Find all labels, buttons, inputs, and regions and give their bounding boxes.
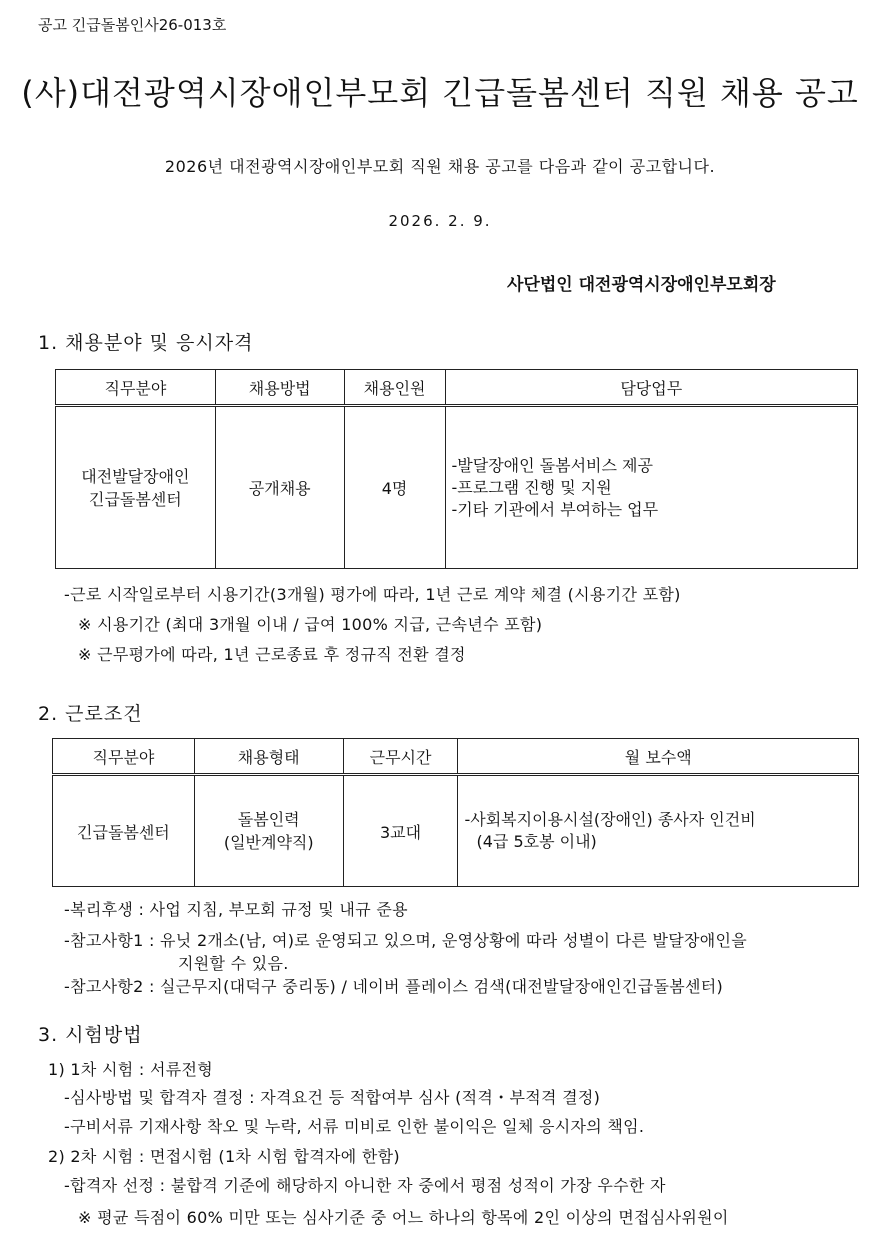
duty-item: -프로그램 진행 및 지원 [451,477,612,497]
note-item: ※ 시용기간 (최대 3개월 이내 / 급여 100% 지급, 근속년수 포함) [78,615,543,634]
notice-number: 공고 긴급돌봄인사26-013호 [38,16,227,34]
intro-text: 2026년 대전광역시장애인부모회 직원 채용 공고를 다음과 같이 공고합니다. [164,157,716,176]
monthly-pay-cell [458,775,859,887]
note-item-continued: 지원할 수 있음. [178,954,289,973]
section2-heading: 2. 근로조건 [38,703,143,725]
note-item: ※ 근무평가에 따라, 1년 근로종료 후 정규직 전환 결정 [78,645,466,664]
exam-stage: 1) 1차 시험 : 서류전형 [48,1060,214,1079]
job-field-cell [56,406,216,569]
table-header-row [53,739,859,775]
note-item: -근로 시작일로부터 시용기간(3개월) 평가에 따라, 1년 근로 계약 체결 (시용기간 포함) [64,585,681,604]
note-item: -참고사항2 : 실근무지(대덕구 중리동) / 네이버 플레이스 검색(대전발달장애인긴급돌봄센터) [64,977,724,996]
exam-stage: 2) 2차 시험 : 면접시험 (1차 시험 합격자에 한함) [48,1147,400,1166]
employment-type-cell [194,775,343,887]
job-field-line: 긴급돌봄센터 [89,489,182,509]
hiring-method-cell: 공개채용 [215,406,344,569]
employment-type-line: 돌봄인력 [237,810,300,829]
table-header-cell: 직무분야 [53,739,195,775]
work-hours-cell: 3교대 [343,775,458,887]
pay-line: -사회복지이용시설(장애인) 종사자 인건비 [464,810,756,829]
table-row [53,775,859,887]
employment-type-line: (일반계약직) [223,833,314,852]
exam-detail: -심사방법 및 합격자 결정 : 자격요건 등 적합여부 심사 (적격・부적격 결정) [64,1088,601,1107]
page-title: (사)대전광역시장애인부모회 긴급돌봄센터 직원 채용 공고 [21,74,859,112]
job-field-cell: 긴급돌봄센터 [53,775,195,887]
hiring-count-cell: 4명 [344,406,445,569]
table-header-cell: 근무시간 [343,739,458,775]
table-header-cell: 채용형태 [194,739,343,775]
exam-note: ※ 평균 득점이 60% 미만 또는 심사기준 중 어느 하나의 항목에 2인 이상의 면접심사위원이 [78,1208,729,1227]
table-header-cell: 채용방법 [215,370,344,406]
table-header-cell: 채용인원 [344,370,445,406]
duty-item: -기타 기관에서 부여하는 업무 [451,499,659,519]
working-conditions-table [52,738,859,887]
exam-detail: -구비서류 기재사항 착오 및 누락, 서류 미비로 인한 불이익은 일체 응시자의 책임. [64,1117,645,1136]
table-row [56,406,858,569]
notice-date: 2026. 2. 9. [388,212,492,230]
duty-item: -발달장애인 돌봄서비스 제공 [451,455,653,475]
duties-cell [445,406,857,569]
table-header-cell: 월 보수액 [458,739,859,775]
exam-detail: -합격자 선정 : 불합격 기준에 해당하지 아니한 자 중에서 평점 성적이 가장 우수한 자 [64,1176,666,1195]
table-header-cell: 직무분야 [56,370,216,406]
pay-line: (4급 5호봉 이내) [476,832,597,851]
organization-signature: 사단법인 대전광역시장애인부모회장 [507,275,776,295]
recruitment-table [55,369,858,569]
table-header-row [56,370,858,406]
table-header-cell: 담당업무 [445,370,857,406]
note-item: -참고사항1 : 유닛 2개소(남, 여)로 운영되고 있으며, 운영상황에 따라 성별이 다른 발달장애인을 [64,931,748,950]
section1-heading: 1. 채용분야 및 응시자격 [38,332,254,354]
section3-heading: 3. 시험방법 [38,1024,143,1046]
note-item: -복리후생 : 사업 지침, 부모회 규정 및 내규 준용 [64,900,408,919]
job-field-line: 대전발달장애인 [81,466,190,486]
